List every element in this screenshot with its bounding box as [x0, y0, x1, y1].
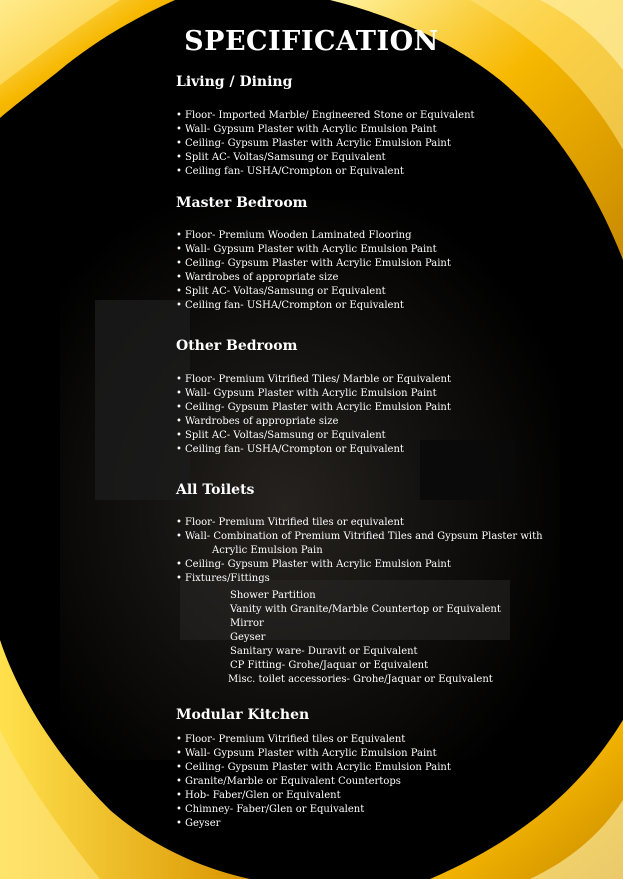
- list-item: • Floor- Premium Wooden Laminated Flooring: [176, 230, 412, 241]
- list-item: • Wardrobes of appropriate size: [176, 272, 339, 283]
- list-item: • Wall- Gypsum Plaster with Acrylic Emulsion Paint: [176, 244, 437, 255]
- section-heading-master-bedroom: Master Bedroom: [176, 195, 308, 211]
- list-item: • Split AC- Voltas/Samsung or Equivalent: [176, 286, 386, 297]
- sub-item: Shower Partition: [230, 590, 316, 601]
- living-dining-list: [176, 109, 475, 179]
- list-item: • Ceiling- Gypsum Plaster with Acrylic Emulsion Paint: [176, 258, 451, 269]
- list-item: • Ceiling fan- USHA/Crompton or Equivalent: [176, 300, 404, 311]
- list-item: • Split AC- Voltas/Samsung or Equivalent: [176, 430, 386, 441]
- section-heading-all-toilets: All Toilets: [176, 482, 255, 498]
- sub-item: Vanity with Granite/Marble Countertop or Equivalent: [230, 604, 501, 615]
- fixtures-fittings-list: [230, 589, 501, 687]
- page-title: SPECIFICATION: [184, 26, 439, 57]
- master-bedroom-list: [176, 229, 451, 313]
- sub-item: CP Fitting- Grohe/Jaquar or Equivalent: [230, 660, 429, 671]
- list-item: • Floor- Premium Vitrified tiles or Equivalent: [176, 734, 406, 745]
- other-bedroom-list: [176, 373, 451, 457]
- sub-item: Mirror: [230, 618, 264, 629]
- sub-item: Misc. toilet accessories- Grohe/Jaquar or Equivalent: [228, 674, 493, 685]
- sub-item: Sanitary ware- Duravit or Equivalent: [230, 646, 418, 657]
- list-item: • Ceiling- Gypsum Plaster with Acrylic Emulsion Paint: [176, 559, 451, 570]
- list-item: • Ceiling- Gypsum Plaster with Acrylic Emulsion Paint: [176, 762, 451, 773]
- list-item: • Ceiling fan- USHA/Crompton or Equivalent: [176, 166, 404, 177]
- list-item: • Chimney- Faber/Glen or Equivalent: [176, 804, 365, 815]
- modular-kitchen-list: [176, 733, 451, 831]
- list-item: • Geyser: [176, 818, 221, 829]
- list-item: • Wall- Gypsum Plaster with Acrylic Emulsion Paint: [176, 388, 437, 399]
- list-item: • Floor- Premium Vitrified Tiles/ Marble or Equivalent: [176, 374, 451, 385]
- list-item: • Floor- Premium Vitrified tiles or equivalent: [176, 517, 404, 528]
- section-heading-modular-kitchen: Modular Kitchen: [176, 707, 310, 723]
- list-item: • Ceiling- Gypsum Plaster with Acrylic Emulsion Paint: [176, 138, 451, 149]
- list-item: • Wall- Gypsum Plaster with Acrylic Emulsion Paint: [176, 748, 437, 759]
- all-toilets-list: [176, 516, 543, 586]
- list-item: • Ceiling fan- USHA/Crompton or Equivalent: [176, 444, 404, 455]
- section-heading-other-bedroom: Other Bedroom: [176, 338, 298, 354]
- list-item: • Ceiling- Gypsum Plaster with Acrylic Emulsion Paint: [176, 402, 451, 413]
- list-item: • Granite/Marble or Equivalent Countertops: [176, 776, 401, 787]
- list-item: • Wall- Gypsum Plaster with Acrylic Emulsion Paint: [176, 124, 437, 135]
- list-item: • Hob- Faber/Glen or Equivalent: [176, 790, 341, 801]
- list-item: • Wall- Combination of Premium Vitrified Tiles and Gypsum Plaster with Acrylic Emulsion Pain: [176, 531, 543, 556]
- sub-item: Geyser: [230, 632, 266, 643]
- list-item: • Split AC- Voltas/Samsung or Equivalent: [176, 152, 386, 163]
- list-item: • Wardrobes of appropriate size: [176, 416, 339, 427]
- list-item: • Fixtures/Fittings: [176, 573, 270, 584]
- list-item: • Floor- Imported Marble/ Engineered Stone or Equivalent: [176, 110, 475, 121]
- section-heading-living-dining: Living / Dining: [176, 74, 293, 90]
